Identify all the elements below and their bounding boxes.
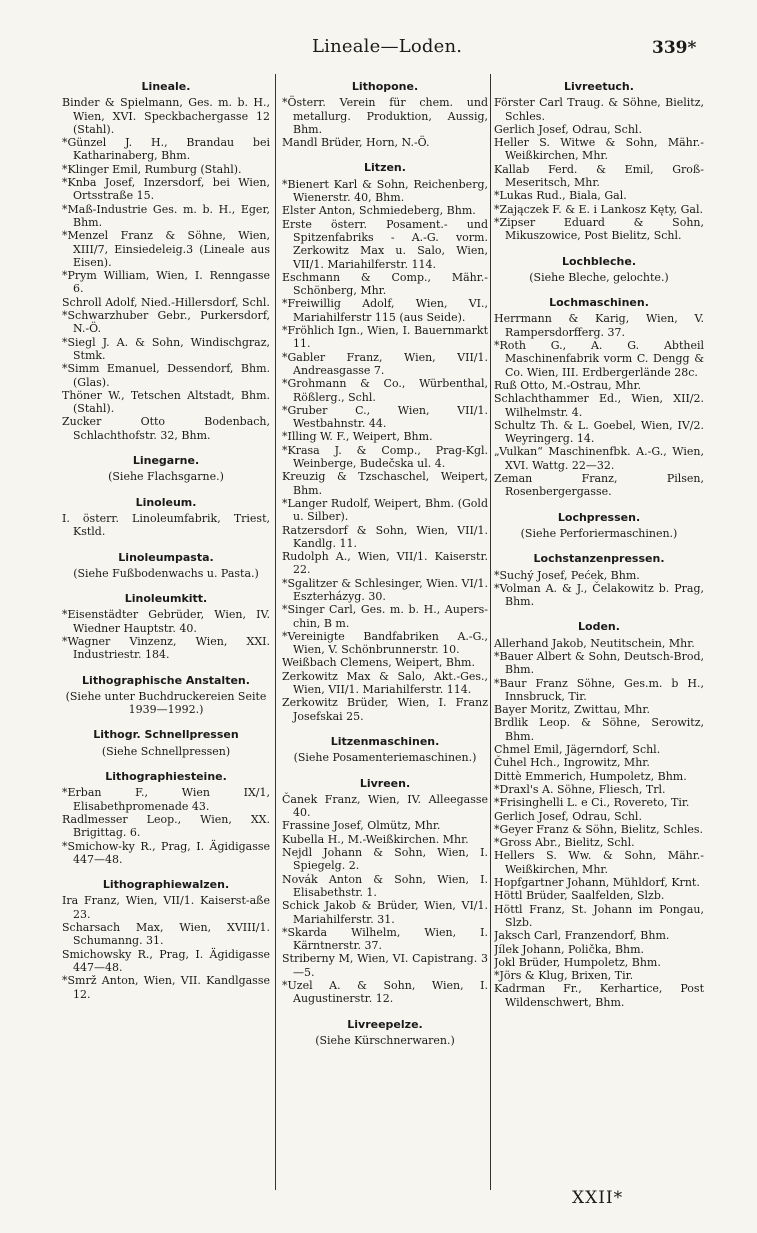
directory-entry: Schick Jakob & Brüder, Wien, VI/1. Mariahilferstr. 31. [282, 899, 488, 926]
section-heading: Livreetuch. [564, 80, 634, 93]
directory-entry: Hopfgartner Johann, Mühldorf, Krnt. [494, 876, 700, 890]
directory-entry: Brdlik Leop. & Söhne, Serowitz, Bhm. [494, 716, 704, 743]
directory-entry: *Smichow-ky R., Prag, I. Ägidigasse 447—48. [62, 839, 270, 866]
directory-entry: Binder & Spielmann, Ges. m. b. H., Wien, XVI. Speckbachergasse 12 (Stahl). [62, 96, 270, 136]
directory-entry: Radlmesser Leop., Wien, XX. Brigittag. 6. [62, 812, 270, 840]
directory-entry: Kadrman Fr., Kerhartice, Post Wildenschwert, Bhm. [494, 982, 704, 1009]
column-middle [282, 76, 488, 1186]
section-heading: Lochpressen. [557, 510, 641, 524]
directory-entry: *Roth G., A. G. Abtheil Maschinenfabrik vorm C. Dengg & Co. Wien, III. Erdbergerlände 28c. [494, 339, 704, 379]
directory-entry: *Langer Rudolf, Weipert, Bhm. (Gold u. Silber). [282, 496, 488, 524]
directory-entry: Elster Anton, Schmiedeberg, Bhm. [282, 204, 476, 218]
directory-entry: *Suchý Josef, Pećek, Bhm. [494, 568, 640, 582]
directory-entry: *Maß-Industrie Ges. m. b. H., Eger, Bhm. [62, 202, 270, 229]
directory-entry: Erste österr. Posament.- und Spitzenfabriks - A.-G. vorm. Zerkowitz Max u. Salo, Wien, VII/1. Mariahilferstr. 114. [282, 217, 488, 271]
directory-entry: Zerkowitz Brüder, Wien, I. Franz Josefskai 25. [282, 696, 488, 723]
directory-entry: Zeman Franz, Pilsen, Rosenbergergasse. [494, 472, 704, 499]
directory-entry: *Zipser Eduard & Sohn, Mikuszowice, Post Bielitz, Schl. [494, 215, 704, 243]
running-title: Lineale—Loden. [312, 36, 463, 57]
directory-entry: Scharsach Max, Wien, XVIII/1. Schumanng. 31. [62, 921, 270, 948]
directory-entry: Gerlich Josef, Odrau, Schl. [494, 809, 642, 823]
page-number: 339* [652, 38, 697, 58]
directory-entry: *Krasa J. & Comp., Prag-Kgl. Weinberge, Budečska ul. 4. [282, 443, 488, 471]
section-heading: Lithographiesteine. [105, 770, 227, 784]
directory-entry: Rudolph A., Wien, VII/1. Kaiserstr. 22. [282, 550, 488, 577]
directory-entry: Ruß Otto, M.-Ostrau, Mhr. [494, 378, 642, 392]
directory-entry: *Österr. Verein für chem. und metallurg. Produktion, Aussig, Bhm. [282, 96, 488, 136]
directory-entry: *Erban F., Wien IX/1, Elisabethpromenade 43. [62, 786, 270, 813]
directory-entry: *Eisenstädter Gebrüder, Wien, IV. Wiedner Hauptstr. 40. [62, 608, 270, 635]
directory-entry: Förster Carl Traug. & Söhne, Bielitz, Schles. [494, 96, 704, 123]
directory-entry: Heller S. Witwe & Sohn, Mähr.-Weißkirchen, Mhr. [494, 136, 704, 163]
directory-entry: *Sgalitzer & Schlesinger, Wien. VI/1. Eszterházyg. 30. [282, 576, 488, 603]
directory-entry: *Klinger Emil, Rumburg (Stahl). [62, 162, 242, 176]
directory-entry: Hellers S. Ww. & Sohn, Mähr.-Weißkirchen, Mhr. [494, 849, 704, 876]
section-heading: Lochbleche. [561, 254, 636, 268]
directory-entry: *Frisinghelli L. e Ci., Rovereto, Tir. [494, 796, 690, 810]
directory-entry: *Skarda Wilhelm, Wien, I. Kärntnerstr. 37. [282, 925, 488, 953]
directory-entry: Kreuzig & Tzschaschel, Weipert, Bhm. [282, 470, 488, 497]
directory-entry: *Singer Carl, Ges. m. b. H., Aupers-chin, B m. [282, 603, 488, 630]
directory-entry: *Smrž Anton, Wien, VII. Kandlgasse 12. [62, 974, 270, 1001]
directory-entry: Schroll Adolf, Nied.-Hillersdorf, Schl. [62, 295, 270, 309]
cross-reference: (Siehe Flachsgarne.) [108, 470, 224, 484]
directory-entry: *Gross Abr., Bielitz, Schl. [494, 836, 635, 850]
cross-reference: (Siehe unter Buchdruckereien Seite 1939—1992.) [65, 689, 267, 717]
directory-entry: *Prym William, Wien, I. Renngasse 6. [62, 269, 270, 296]
column-left [62, 76, 270, 1186]
directory-entry: *Zajączek F. & E. i Lankosz Kęty, Gal. [494, 202, 703, 216]
section-heading: Lithographische Anstalten. [82, 673, 250, 687]
directory-entry: Frassine Josef, Olmütz, Mhr. [282, 819, 441, 833]
section-heading: Linoleumkitt. [124, 592, 208, 606]
section-heading: Linegarne. [132, 454, 200, 468]
directory-entry: Chmel Emil, Jägerndorf, Schl. [494, 743, 661, 757]
directory-entry: Smichowsky R., Prag, I. Ägidigasse 447—48. [62, 947, 270, 974]
directory-entry: *Freiwillig Adolf, Wien, VI., Mariahilferstr 115 (aus Seide). [282, 297, 488, 324]
cross-reference: (Siehe Schnellpressen) [101, 744, 231, 758]
section-heading: Lochstanzenpressen. [533, 552, 665, 566]
directory-entry: *Bienert Karl & Sohn, Reichenberg, Wienerstr. 40, Bhm. [282, 177, 488, 205]
directory-entry: Mandl Brüder, Horn, N.-Ö. [282, 136, 430, 150]
directory-entry: Kallab Ferd. & Emil, Groß-Meseritsch, Mhr. [494, 162, 704, 190]
directory-entry: Eschmann & Comp., Mähr.-Schönberg, Mhr. [282, 270, 488, 298]
directory-entry: *Simm Emanuel, Dessendorf, Bhm. (Glas). [62, 362, 270, 389]
directory-entry: Zerkowitz Max & Salo, Akt.-Ges., Wien, VII/1. Mariahilferstr. 114. [282, 669, 488, 697]
section-heading: Lithogr. Schnellpressen [93, 728, 239, 742]
directory-entry: Jílek Johann, Polička, Bhm. [494, 942, 645, 956]
directory-entry: *Günzel J. H., Brandau bei Katharinaberg, Bhm. [62, 136, 270, 163]
directory-entry: *Vereinigte Bandfabriken A.-G., Wien, V. Schönbrunnerstr. 10. [282, 629, 488, 657]
directory-entry: I. österr. Linoleumfabrik, Triest, Kstld. [62, 511, 270, 539]
directory-entry: Dittè Emmerich, Humpoletz, Bhm. [494, 769, 687, 783]
directory-entry: *Jörs & Klug, Brixen, Tir. [494, 969, 634, 983]
directory-entry: Gerlich Josef, Odrau, Schl. [494, 122, 642, 136]
directory-entry: *Grohmann & Co., Würbenthal, Rößlerg., Schl. [282, 377, 488, 404]
directory-entry: *Baur Franz Söhne, Ges.m. b H., Innsbruck, Tir. [494, 676, 704, 703]
cross-reference: (Siehe Posamenteriemaschinen.) [293, 751, 477, 765]
section-heading: Lochmaschinen. [549, 296, 649, 310]
cross-reference: (Siehe Kürschnerwaren.) [315, 1033, 455, 1047]
directory-entry: Ira Franz, Wien, VII/1. Kaiserst-aße 23. [62, 894, 270, 921]
directory-entry: *Geyer Franz & Söhn, Bielitz, Schles. [494, 822, 704, 836]
directory-entry: Weißbach Clemens, Weipert, Bhm. [282, 656, 475, 670]
section-heading: Lithopone. [351, 80, 419, 93]
section-heading: Lineale. [141, 80, 191, 93]
directory-entry: Schultz Th. & L. Goebel, Wien, IV/2. Weyringerg. 14. [494, 418, 704, 446]
directory-entry: Striberny M, Wien, VI. Capistrang. 3—5. [282, 952, 488, 979]
cross-reference: (Siehe Fußbodenwachs u. Pasta.) [73, 566, 259, 580]
directory-entry: *Knba Josef, Inzersdorf, bei Wien, Ortsstraße 15. [62, 176, 270, 203]
directory-entry: Čuhel Hch., Ingrowitz, Mhr. [494, 756, 650, 770]
section-heading: Linoleum. [135, 495, 197, 509]
directory-entry: Jokl Brüder, Humpoletz, Bhm. [494, 955, 661, 969]
directory-entry: *Wagner Vinzenz, Wien, XXI. Industriestr. 184. [62, 634, 270, 662]
cross-reference: (Siehe Perforiermaschinen.) [520, 526, 678, 540]
directory-entry: *Siegl J. A. & Sohn, Windischgraz, Stmk. [62, 335, 270, 362]
directory-entry: *Illing W. F., Weipert, Bhm. [282, 430, 433, 444]
section-heading: Lithographiewalzen. [102, 878, 230, 892]
directory-entry: Schlachthammer Ed., Wien, XII/2. Wilhelmstr. 4. [494, 392, 704, 419]
directory-entry: *Draxl's A. Söhne, Fliesch, Trl. [494, 782, 666, 796]
directory-entry: *Gabler Franz, Wien, VII/1. Andreasgasse 7. [282, 350, 488, 377]
directory-entry: „Vulkan“ Maschinenfbk. A.-G., Wien, XVI. Wattg. 22—32. [494, 445, 704, 472]
directory-entry: *Fröhlich Ign., Wien, I. Bauernmarkt 11. [282, 324, 488, 351]
section-heading: Livreen. [359, 776, 411, 790]
directory-entry: Bayer Moritz, Zwittau, Mhr. [494, 703, 650, 717]
directory-entry: *Bauer Albert & Sohn, Deutsch-Brod, Bhm. [494, 649, 704, 677]
directory-entry: Thöner W., Tetschen Altstadt, Bhm. (Stahl). [62, 388, 270, 416]
section-heading: Litzen. [364, 161, 406, 175]
directory-entry: *Menzel Franz & Söhne, Wien, XIII/7, Einsiedeleig.3 (Lineale aus Eisen). [62, 229, 270, 269]
column-right [494, 76, 704, 1186]
signature-mark: XXII* [572, 1188, 624, 1208]
page-header [0, 36, 757, 64]
section-heading: Livreepelze. [347, 1017, 423, 1031]
column-rule-right [490, 74, 491, 1190]
directory-entry: *Lukas Rud., Biala, Gal. [494, 189, 627, 203]
directory-entry: Nejdl Johann & Sohn, Wien, I. Spiegelg. 2. [282, 846, 488, 873]
directory-entry: *Volman A. & J., Čelakowitz b. Prag, Bhm. [494, 581, 704, 609]
directory-entry: Höttl Franz, St. Johann im Pongau, Slzb. [494, 902, 704, 929]
column-rule-left [275, 74, 276, 1190]
section-heading: Linoleumpasta. [118, 550, 214, 564]
directory-entry: Höttl Brüder, Saalfelden, Slzb. [494, 889, 665, 903]
directory-entry: Allerhand Jakob, Neutitschein, Mhr. [494, 636, 695, 650]
directory-entry: Novák Anton & Sohn, Wien, I. Elisabethstr. 1. [282, 872, 488, 899]
directory-entry: Čanek Franz, Wien, IV. Alleegasse 40. [282, 792, 488, 820]
section-heading: Litzenmaschinen. [330, 734, 440, 748]
directory-entry: *Schwarzhuber Gebr., Purkersdorf, N.-Ö. [62, 309, 270, 336]
section-heading: Loden. [578, 620, 620, 634]
directory-entry: *Uzel A. & Sohn, Wien, I. Augustinerstr. 12. [282, 979, 488, 1006]
directory-entry: Herrmann & Karig, Wien, V. Rampersdorfferg. 37. [494, 312, 704, 339]
directory-entry: Jaksch Carl, Franzendorf, Bhm. [494, 929, 670, 943]
directory-entry: Kubella H., M.-Weißkirchen. Mhr. [282, 832, 469, 846]
directory-entry: Zucker Otto Bodenbach, Schlachthofstr. 32, Bhm. [62, 415, 270, 442]
directory-entry: *Gruber C., Wien, VII/1. Westbahnstr. 44. [282, 403, 488, 431]
cross-reference: (Siehe Bleche, gelochte.) [529, 270, 669, 284]
directory-entry: Ratzersdorf & Sohn, Wien, VII/1. Kandlg. 11. [282, 523, 488, 550]
